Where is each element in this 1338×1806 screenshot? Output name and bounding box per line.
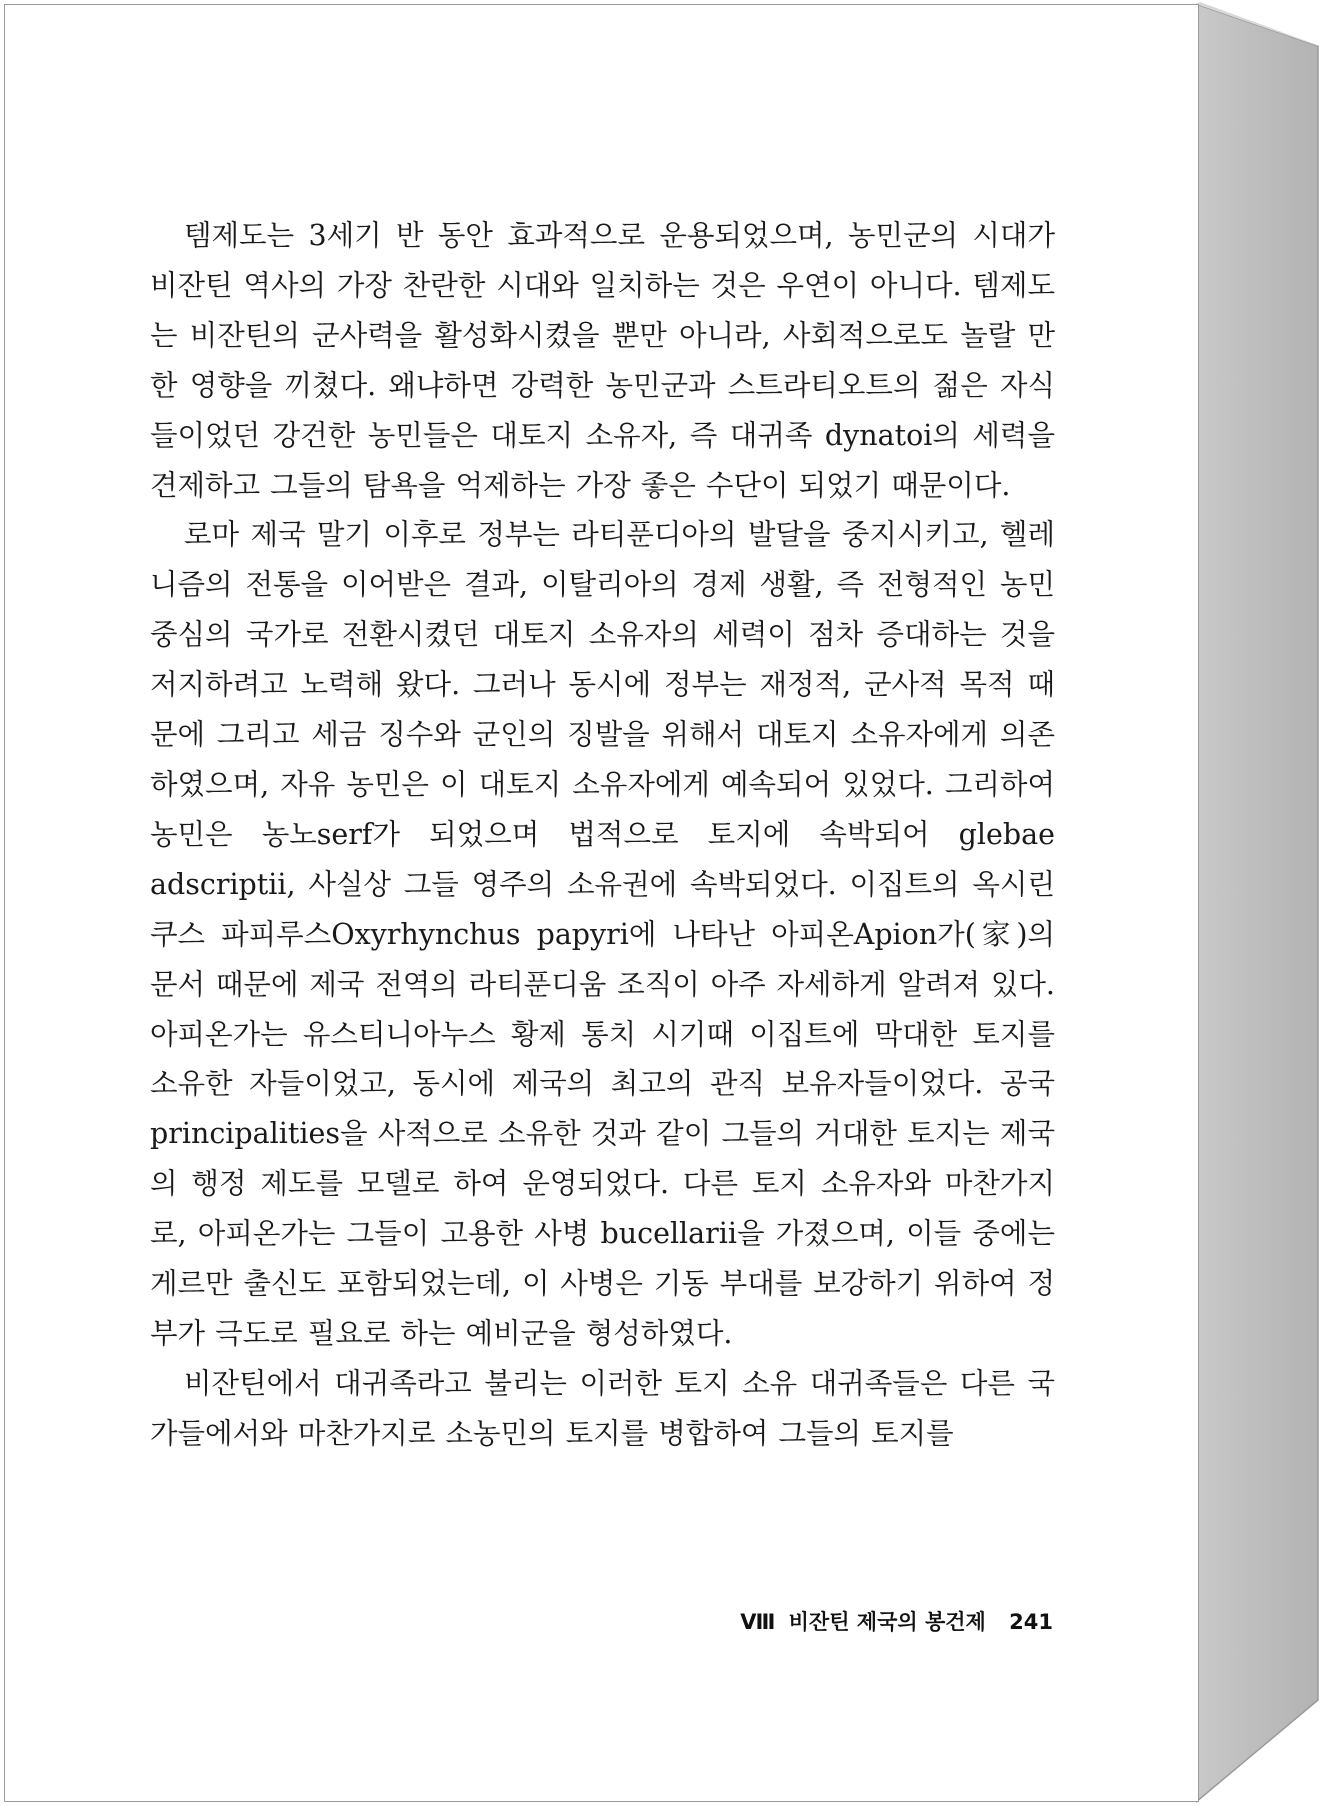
paragraph-2: 로마 제국 말기 이후로 정부는 라티푼디아의 발달을 중지시키고, 헬레니즘의 전통을 이어받은 결과, 이탈리아의 경제 생활, 즉 전형적인 농민 중심의 국가로 전환시켰던 대토지 소유자의 세력이 점차 증대하는 것을 저지하려고 노력해 왔다. 그러나 동시에 정부는 재정적, 군사적 목적 때문에 그리고 세금 징수와 군인의 징발을 위해서 대토지 소유자에게 의존하였으며, 자유 농민은 이 대토지 소유자에게 예속되어 있었다. 그리하여 농민은 농노serf가 되었으며 법적으로 토지에 속박되어 glebae adscriptii, 사실상 그들 영주의 소유권에 속박되었다. 이집트의 옥시린쿠스 파피루스Oxyrhynchus papyri에 나타난 아피온Apion가(家)의 문서 때문에 제국 전역의 라티푼디움 조직이 아주 자세하게 알려져 있다. 아피온가는 유스티니아누스 황제 통치 시기때 이집트에 막대한 토지를 소유한 자들이었고, 동시에 제국의 최고의 관직 보유자들이었다. 공국principalities을 사적으로 소유한 것과 같이 그들의 거대한 토지는 제국의 행정 제도를 모델로 하여 운영되었다. 다른 토지 소유자와 마찬가지로, 아피온가는 그들이 고용한 사병 bucellarii을 가졌으며, 이들 중에는 게르만 출신도 포함되었는데, 이 사병은 기동 부대를 보강하기 위하여 정부가 극도로 필요로 하는 예비군을 형성하였다. xyxy=(150,518,1055,1350)
chapter-numeral: Ⅷ xyxy=(740,1610,776,1634)
page-number: 241 xyxy=(1009,1610,1053,1634)
book-thickness-graphic xyxy=(1196,0,1338,1806)
page-body-text xyxy=(150,211,1055,1459)
book-spine-edge xyxy=(1196,0,1338,1806)
chapter-title: 비잔틴 제국의 봉건제 xyxy=(788,1610,986,1634)
paragraph-3: 비잔틴에서 대귀족라고 불리는 이러한 토지 소유 대귀족들은 다른 국가들에서와 마찬가지로 소농민의 토지를 병합하여 그들의 토지를 xyxy=(150,1366,1055,1450)
paragraph-1: 템제도는 3세기 반 동안 효과적으로 운용되었으며, 농민군의 시대가 비잔틴 역사의 가장 찬란한 시대와 일치하는 것은 우연이 아니다. 템제도는 비잔틴의 군사력을 활성화시켰을 뿐만 아니라, 사회적으로도 놀랄 만한 영향을 끼쳤다. 왜냐하면 강력한 농민군과 스트라티오트의 젊은 자식들이었던 강건한 농민들은 대토지 소유자, 즉 대귀족 dynatoi의 세력을 견제하고 그들의 탐욕을 억제하는 가장 좋은 수단이 되었기 때문이다. xyxy=(150,219,1055,502)
running-footer xyxy=(700,1606,1053,1636)
